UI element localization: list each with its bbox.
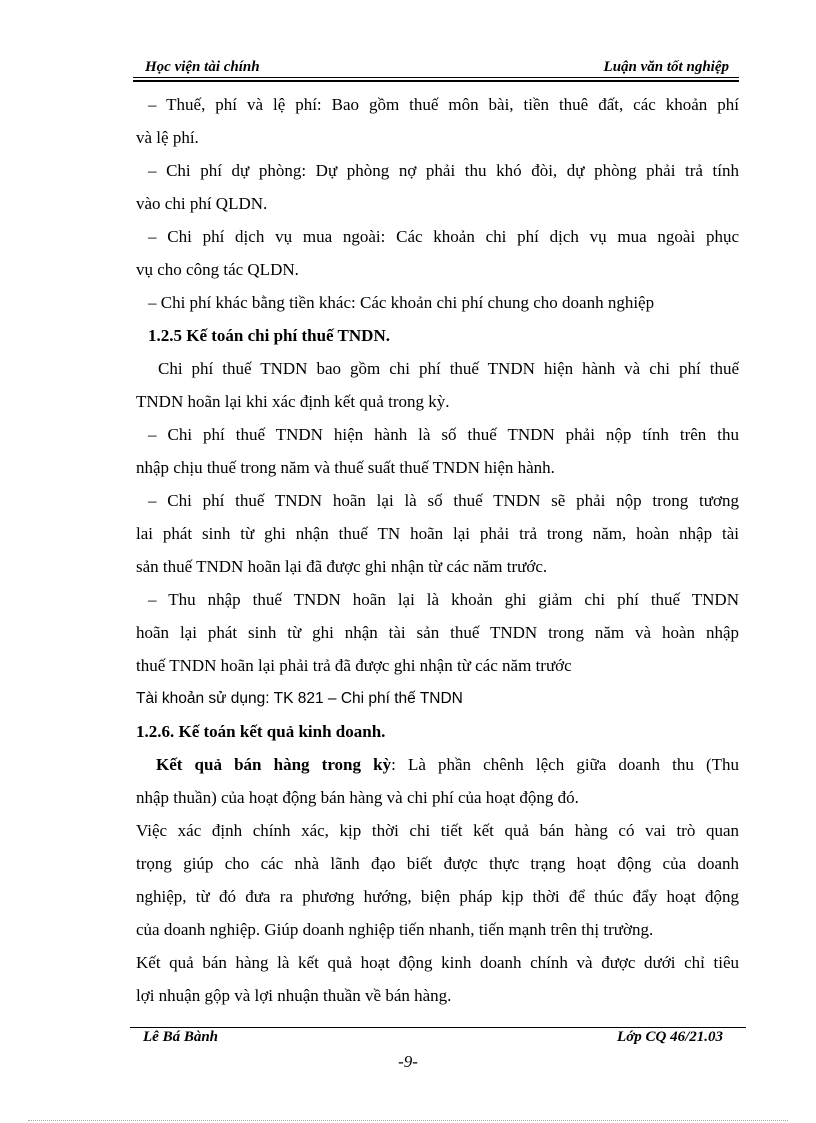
text-line: lai phát sinh từ ghi nhận thuế TN hoãn lại phải trả trong năm, hoàn nhập tài	[136, 524, 739, 543]
text-line: hoãn lại phát sinh từ ghi nhận tài sản thuế TNDN trong năm và hoàn nhập	[136, 623, 739, 642]
text-line: nghiệp, từ đó đưa ra phương hướng, biện pháp kịp thời để thúc đẩy hoạt động	[136, 887, 739, 906]
text-line: nhập thuần) của hoạt động bán hàng và chi phí của hoạt động đó.	[136, 788, 579, 807]
text-line: Việc xác định chính xác, kịp thời chi tiết kết quả bán hàng có vai trò quan	[136, 821, 739, 840]
text-line: Kết quả bán hàng là kết quả hoạt động kinh doanh chính và được dưới chỉ tiêu	[136, 953, 739, 972]
text-line: lợi nhuận gộp và lợi nhuận thuần về bán hàng.	[136, 986, 452, 1005]
text-line: và lệ phí.	[136, 128, 199, 147]
text-line: – Chi phí thuế TNDN hoãn lại là số thuế TNDN sẽ phải nộp trong tương	[148, 491, 739, 510]
header-institution: Học viện tài chính	[145, 59, 260, 75]
text-line: – Chi phí dự phòng: Dự phòng nợ phải thu khó đòi, dự phòng phải trả tính	[148, 161, 739, 180]
text-line: nhập chịu thuế trong năm và thuế suất thuế TNDN hiện hành.	[136, 458, 555, 477]
text-line: – Chi phí khác bằng tiền khác: Các khoản chi phí chung cho doanh nghiệp	[148, 293, 655, 312]
header-rule	[133, 77, 739, 78]
footer-class: Lớp CQ 46/21.03	[617, 1029, 723, 1045]
page-body	[136, 88, 739, 1012]
text-line: Chi phí thuế TNDN bao gồm chi phí thuế TNDN hiện hành và chi phí thuế	[158, 359, 739, 378]
section-heading-1-2-5: 1.2.5 Kế toán chi phí thuế TNDN.	[148, 326, 390, 345]
footer-rule	[130, 1027, 746, 1028]
text-line: – Thuế, phí và lệ phí: Bao gồm thuế môn bài, tiền thuê đất, các khoản phí	[148, 95, 739, 114]
page-footer	[133, 1029, 733, 1051]
footer-author: Lê Bá Bành	[143, 1029, 219, 1045]
header-document-type: Luận văn tốt nghiệp	[603, 59, 729, 75]
text-line: trọng giúp cho các nhà lãnh đạo biết được thực trạng hoạt động của doanh	[136, 854, 739, 873]
text-line: của doanh nghiệp. Giúp doanh nghiệp tiến nhanh, tiến mạnh trên thị trường.	[136, 920, 654, 939]
text-line-rest: : Là phần chênh lệch giữa doanh thu (Thu	[391, 755, 739, 774]
page-header	[133, 56, 739, 80]
page-number: -9-	[398, 1052, 418, 1071]
text-line: sản thuế TNDN hoãn lại đã được ghi nhận từ các năm trước.	[136, 557, 548, 576]
text-line: – Thu nhập thuế TNDN hoãn lại là khoản ghi giảm chi phí thuế TNDN	[148, 590, 739, 609]
text-line: – Chi phí thuế TNDN hiện hành là số thuế TNDN phải nộp tính trên thu	[148, 425, 739, 444]
text-line: – Chi phí dịch vụ mua ngoài: Các khoản chi phí dịch vụ mua ngoài phục	[148, 227, 739, 246]
text-line: thuế TNDN hoãn lại phải trả đã được ghi nhận từ các năm trước	[136, 656, 572, 675]
text-line: TNDN hoãn lại khi xác định kết quả trong kỳ.	[136, 392, 450, 411]
text-line: vụ cho công tác QLDN.	[136, 260, 299, 279]
bold-lead-term: Kết quả bán hàng trong kỳ	[156, 755, 392, 774]
section-heading-1-2-6: 1.2.6. Kế toán kết quả kinh doanh.	[136, 722, 386, 741]
text-line: vào chi phí QLDN.	[136, 194, 268, 213]
header-rule-thick	[133, 80, 739, 82]
page-bottom-divider	[28, 1120, 788, 1121]
account-used-line: Tài khoản sử dụng: TK 821 – Chi phí thế TNDN	[136, 690, 463, 707]
text-line	[136, 748, 739, 781]
